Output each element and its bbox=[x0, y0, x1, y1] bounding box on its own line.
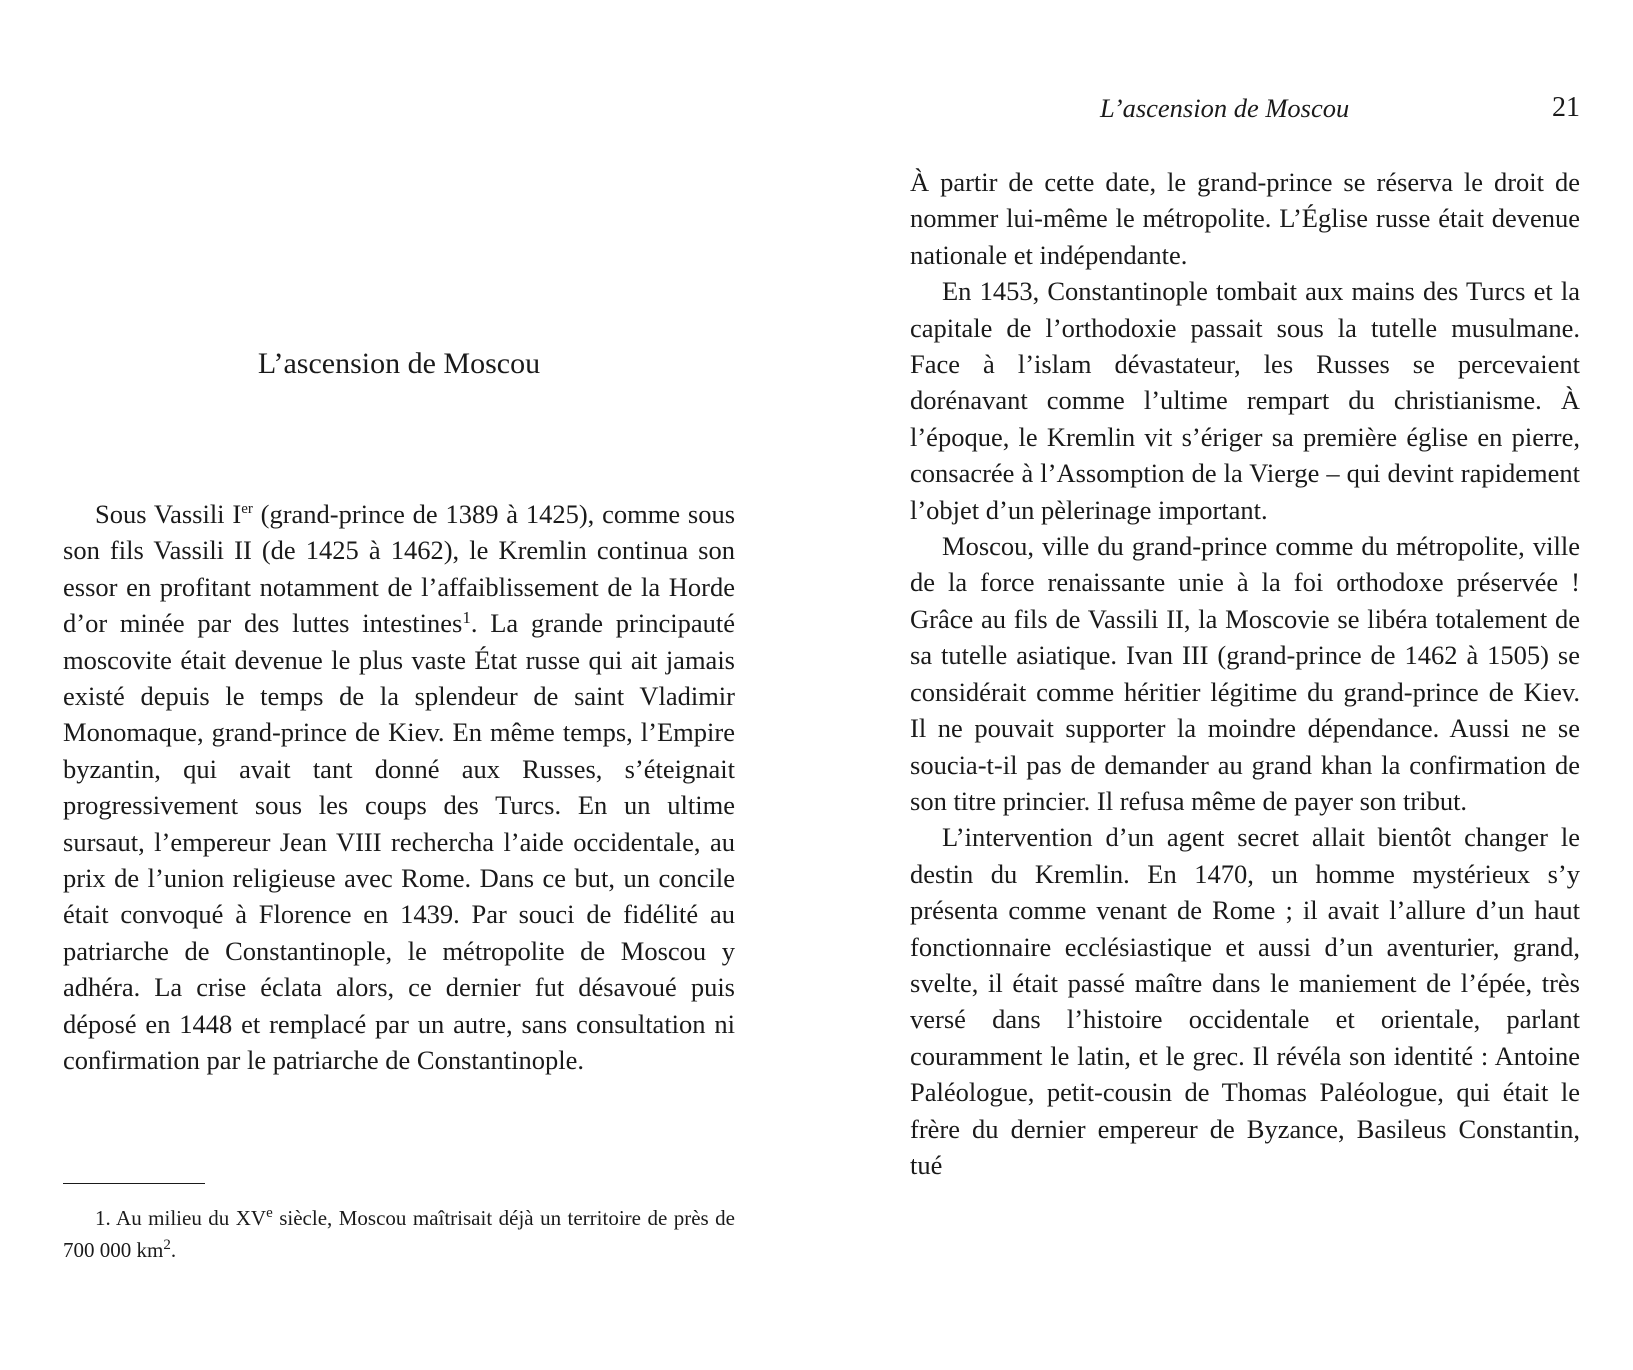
footnote-reference[interactable]: 1 bbox=[462, 608, 471, 628]
paragraph: Moscou, ville du grand-prince comme du métropolite, ville de la force renaissante unie à la foi orthodoxe préservée ! Grâce au fils de Vassili II, la Moscovie se libéra totalement de sa tutelle asiatique. Ivan III (grand-prince de 1462 à 1505) se considérait comme héritier légitime du grand-prince de Kiev. Il ne pouvait supporter la moindre dépendance. Aussi ne se soucia-t-il pas de demander au grand khan la confirmation de son titre princier. Il refusa même de payer son tribut. bbox=[910, 531, 1580, 816]
footnote-superscript-unit: 2 bbox=[163, 1237, 171, 1253]
paragraph-text: (grand-prince de 1389 à 1425), comme sous son fils Vassili II (de 1425 à 1462), le Kremlin continua son essor en profitant notamment de l’affaiblissement de la Horde d’or minée par des luttes intestines bbox=[63, 499, 736, 639]
paragraph: En 1453, Constantinople tombait aux mains des Turcs et la capitale de l’orthodoxie passait sous la tutelle musulmane. Face à l’islam dévastateur, les Russes se percevaient dorénavant comme l’ultime rempart du christianisme. À l’époque, le Kremlin vit s’ériger sa première église en pierre, consacrée à l’Assomption de la Vierge – qui devint rapidement l’objet d’un pèlerinage important. bbox=[910, 276, 1580, 525]
chapter-title: L’ascension de Moscou bbox=[257, 347, 541, 380]
superscript-ordinal: er bbox=[241, 501, 253, 518]
paragraph-text-start: Sous Vassili I bbox=[95, 499, 242, 529]
left-page-body bbox=[63, 496, 735, 1079]
paragraph: L’intervention d’un agent secret allait bientôt changer le destin du Kremlin. En 1470, un homme mystérieux s’y présenta comme venant de Rome ; il avait l’allure d’un haut fonctionnaire ecclésiastique et aussi d’un aventurier, grand, svelte, il était passé maître dans le maniement de l’épée, très versé dans l’histoire occidentale et orientale, parlant couramment le latin, et le grec. Il révéla son identité : Antoine Paléologue, petit-cousin de Thomas Paléologue, qui était le frère du dernier empereur de Byzance, Basileus Constantin, tué bbox=[910, 822, 1580, 1180]
running-title: L’ascension de Moscou bbox=[1100, 93, 1350, 123]
right-page bbox=[910, 0, 1580, 1370]
running-header bbox=[910, 88, 1580, 128]
page-number: 21 bbox=[1552, 92, 1580, 123]
paragraph: À partir de cette date, le grand-prince se réserva le droit de nommer lui-même le métropolite. L’Église russe était devenue nationale et indépendante. bbox=[910, 167, 1580, 270]
footnote-superscript: e bbox=[266, 1205, 273, 1221]
footnote-text-end: . bbox=[170, 1238, 177, 1262]
footnote-text-start: 1. Au milieu du XV bbox=[95, 1206, 267, 1230]
footnote-text: siècle, Moscou maîtrisait déjà un territoire de près de 700 000 km bbox=[63, 1206, 735, 1262]
left-page bbox=[63, 0, 735, 1370]
paragraph-text-end: . La grande principauté moscovite était devenue le plus vaste État russe qui ait jamais existé depuis le temps de la splendeur de saint Vladimir Monomaque, grand-prince de Kiev. En même temps, l’Empire byzantin, qui avait tant donné aux Russes, s’éteignait progressivement sous les coups des Turcs. En un ultime sursaut, l’empereur Jean VIII rechercha l’aide occidentale, au prix de l’union religieuse avec Rome. Dans ce but, un concile était convoqué à Florence en 1439. Par souci de fidélité au patriarche de Constantinople, le métropolite de Moscou y adhéra. La crise éclata alors, ce dernier fut désavoué puis déposé en 1448 et remplacé par un autre, sans consultation ni confirmation par le patriarche de Constantinople. bbox=[63, 608, 735, 1076]
paragraph bbox=[63, 496, 735, 1079]
footnote bbox=[63, 1202, 735, 1266]
right-page-body bbox=[910, 164, 1580, 1183]
footnote-divider bbox=[63, 1183, 205, 1184]
